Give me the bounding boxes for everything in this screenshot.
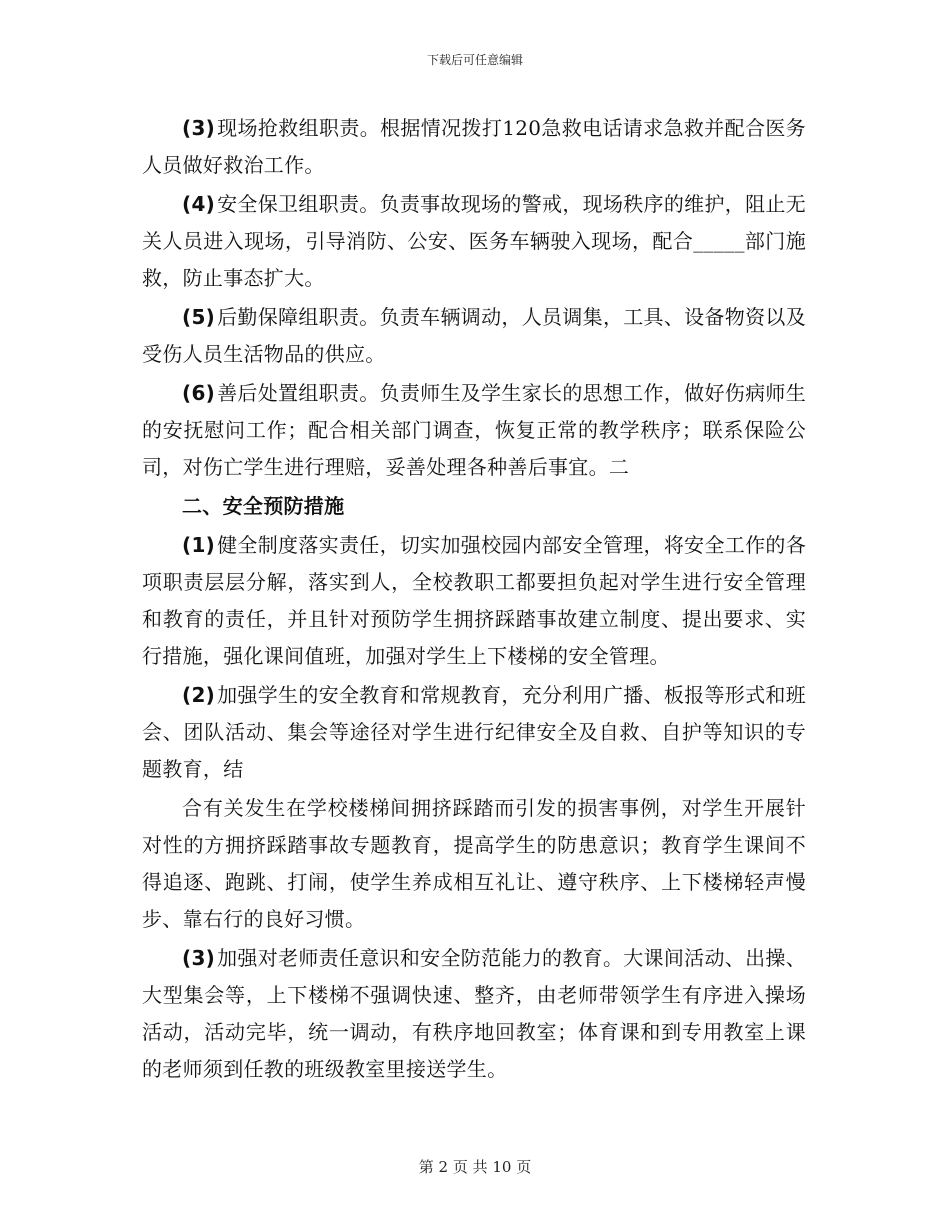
paragraph-text: 健全制度落实责任，切实加强校园内部安全管理，将安全工作的各项职责层层分解，落实到人，全校教职工都要担负起对学生进行安全管理和教育的责任，并且针对预防学生拥挤踩踏事故建立制度、提出要求、实行措施，强化课间值班，加强对学生上下楼梯的安全管理。 <box>142 533 806 668</box>
paragraph <box>142 940 806 1088</box>
paragraph <box>142 186 806 297</box>
paragraph-text: 善后处置组职责。负责师生及学生家长的思想工作，做好伤病师生的安抚慰问工作；配合相关部门调查，恢复正常的教学秩序；联系保险公司，对伤亡学生进行理赔，妥善处理各种善后事宜。二 <box>142 381 806 479</box>
paragraph <box>142 677 806 788</box>
page-footer: 第 2 页 共 10 页 <box>418 1158 532 1176</box>
paragraph-text: 加强对老师责任意识和安全防范能力的教育。大课间活动、出操、大型集会等，上下楼梯不强调快速、整齐，由老师带领学生有序进入操场活动，活动完毕，统一调动，有秩序地回教室；体育课和到专用教室上课的老师须到任教的班级教室里接送学生。 <box>142 946 806 1081</box>
item-number: (3) <box>182 946 216 970</box>
paragraph <box>142 527 806 675</box>
item-number: (3) <box>182 116 216 140</box>
paragraph <box>142 790 806 938</box>
item-number: (2) <box>182 683 216 707</box>
paragraph-text: 合有关发生在学校楼梯间拥挤踩踏而引发的损害事例，对学生开展针对性的方拥挤踩踏事故专题教育，提高学生的防患意识；教育学生课间不得追逐、跑跳、打闹，使学生养成相互礼让、遵守秩序、上下楼梯轻声慢步、靠右行的良好习惯。 <box>142 796 806 931</box>
item-number: (1) <box>182 533 216 557</box>
section-heading-text: 二、安全预防措施 <box>182 494 345 518</box>
paragraph-text: 加强学生的安全教育和常规教育，充分利用广播、板报等形式和班会、团队活动、集会等途径对学生进行纪律安全及自救、自护等知识的专题教育，结 <box>142 683 806 781</box>
section-heading <box>142 488 806 525</box>
paragraph-text: 后勤保障组职责。负责车辆调动，人员调集，工具、设备物资以及受伤人员生活物品的供应。 <box>142 305 806 366</box>
item-number: (5) <box>182 305 216 329</box>
paragraph-text: 安全保卫组职责。负责事故现场的警戒，现场秩序的维护，阻止无关人员进入现场，引导消防、公安、医务车辆驶入现场，配合_____部门施救，防止事态扩大。 <box>142 192 806 290</box>
paragraph <box>142 375 806 486</box>
paragraph <box>142 110 806 184</box>
paragraph-text: 现场抢救组职责。根据情况拨打120急救电话请求急救并配合医务人员做好救治工作。 <box>142 116 806 177</box>
paragraph <box>142 299 806 373</box>
document-body <box>142 110 806 1090</box>
item-number: (6) <box>182 381 216 405</box>
page-header: 下载后可任意编辑 <box>426 53 523 67</box>
item-number: (4) <box>182 192 216 216</box>
